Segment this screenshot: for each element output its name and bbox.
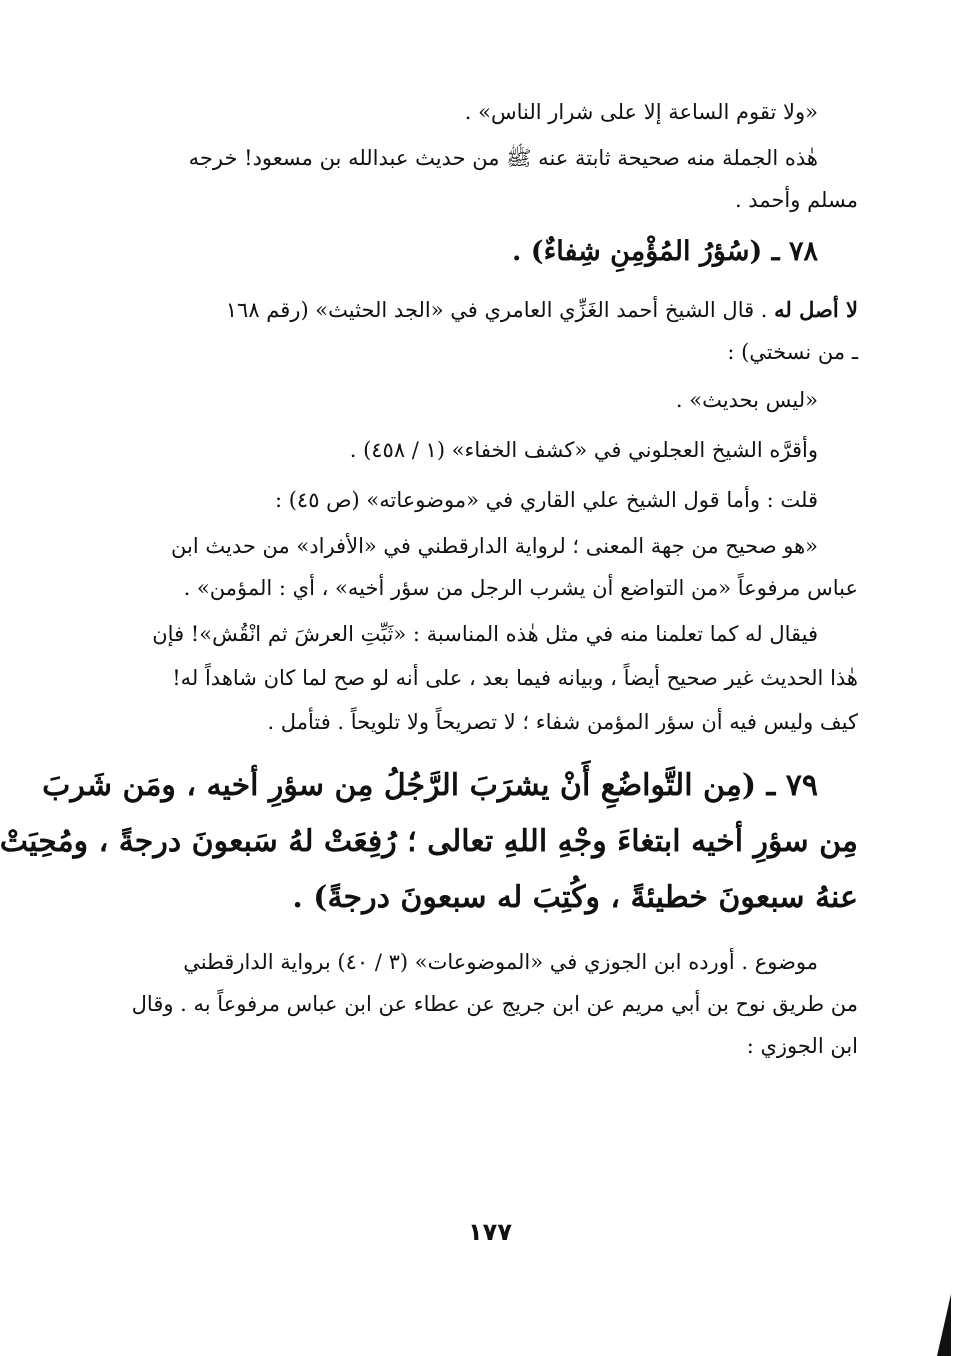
- verdict-text: . قال الشيخ أحمد الغَزِّي العامري في «الجد الحثيث» (رقم ١٦٨: [225, 298, 768, 322]
- text-line: ـ من نسختي) :: [727, 340, 858, 364]
- text-line: قلت : وأما قول الشيخ علي القاري في «موضوعاته» (ص ٤٥) :: [274, 488, 818, 512]
- verdict-label: لا أصل له: [774, 297, 858, 322]
- paragraph-hadith-source: [113, 142, 858, 216]
- text-line: عباس مرفوعاً «من التواضع أن يشرب الرجل من سؤر أخيه» ، أي : المؤمن» .: [183, 576, 858, 600]
- hadith-78-title: ٧٨ ـ (سُؤرُ المُؤْمِنِ شِفاءٌ) .: [512, 236, 818, 267]
- text-line: كيف وليس فيه أن سؤر المؤمن شفاء ؛ لا تصريحاً ولا تلويحاً . فتأمل .: [267, 710, 858, 734]
- paragraph-response: [113, 618, 858, 738]
- heading-line: ٧٩ ـ (مِن التَّواضُعِ أَنْ يشرَبَ الرَّجُلُ مِن سؤرِ أخيه ، ومَن شَربَ: [42, 768, 818, 803]
- text-line: وأقرَّه الشيخ العجلوني في «كشف الخفاء» (١ / ٤٥٨) .: [349, 438, 818, 462]
- text-line: مسلم وأحمد .: [734, 188, 858, 212]
- text-line: موضوع . أورده ابن الجوزي في «الموضوعات» (٣ / ٤٠) برواية الدارقطني: [183, 950, 818, 974]
- page-edge-mark: [937, 1294, 951, 1356]
- heading-line: مِن سؤرِ أخيه ابتغاءَ وجْهِ اللهِ تعالى ؛ رُفِعَتْ لهُ سَبعونَ درجةً ، ومُحِيَتْ: [0, 824, 858, 859]
- paragraph-no-origin: [113, 294, 858, 368]
- page-body: [0, 96, 858, 1062]
- heading-line: عنهُ سبعونَ خطيئةً ، وكُتِبَ له سبعونَ درجةً) .: [292, 880, 858, 915]
- text-line: [113, 294, 858, 326]
- quote-line: «ليس بحديث» .: [675, 388, 818, 412]
- text-line: من طريق نوح بن أبي مريم عن ابن جريج عن عطاء عن ابن عباس مرفوعاً به . وقال: [131, 992, 858, 1016]
- hadith-79-title: [0, 758, 858, 926]
- paragraph-mawdu: [113, 946, 858, 1062]
- text-line: «هو صحيح من جهة المعنى ؛ لرواية الدارقطني في «الأفراد» من حديث ابن: [171, 534, 818, 558]
- text-line: ابن الجوزي :: [746, 1034, 858, 1058]
- page-number: ١٧٧: [468, 1218, 512, 1246]
- text-line: فيقال له كما تعلمنا منه في مثل هٰذه المناسبة : «ثَبِّتِ العرشَ ثم انْقُش»! فإن: [152, 622, 818, 646]
- text-line: هٰذا الحديث غير صحيح أيضاً ، وبيانه فيما بعد ، على أنه لو صح لما كان شاهداً له!: [172, 666, 858, 690]
- text-line: هٰذه الجملة منه صحيحة ثابتة عنه ﷺ من حديث عبدالله بن مسعود! خرجه: [188, 146, 818, 170]
- quote-line: «ولا تقوم الساعة إلا على شرار الناس» .: [464, 100, 818, 124]
- paragraph-qari: [113, 530, 858, 604]
